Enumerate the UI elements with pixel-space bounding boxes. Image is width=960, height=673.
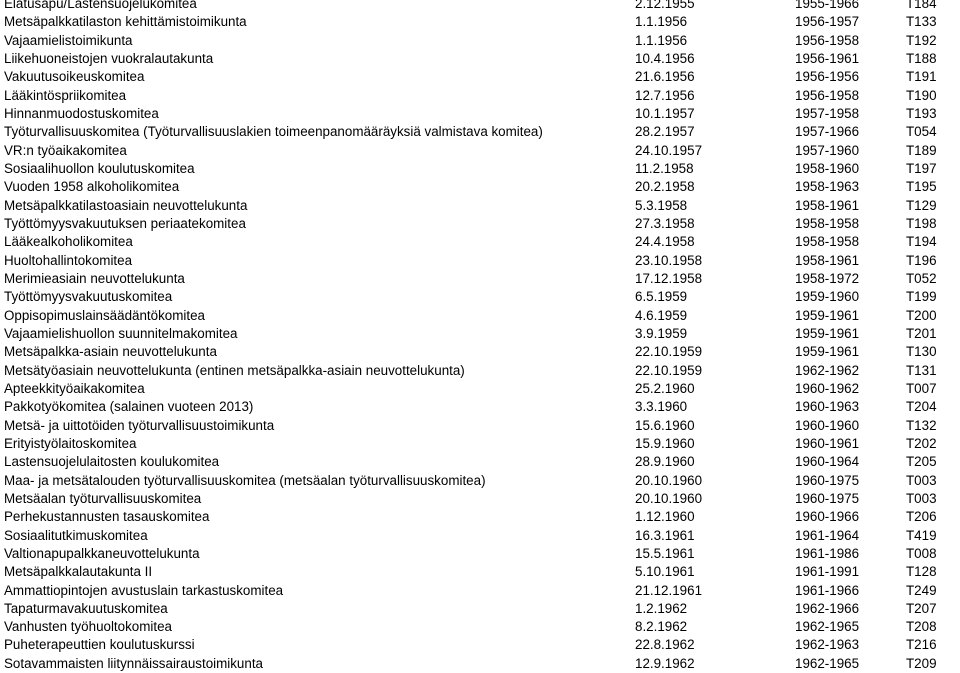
appointment-date-cell: 12.9.1962 [635,655,695,671]
appointment-date-cell: 23.10.1958 [635,252,703,268]
appointment-date-cell: 3.9.1959 [635,325,688,341]
appointment-date-cell: 15.5.1961 [635,545,695,561]
committee-name-cell: Vakuutusoikeuskomitea [4,69,145,85]
table-row [0,288,960,306]
archive-code-cell: T008 [906,545,937,561]
appointment-date-cell: 5.10.1961 [635,564,695,580]
active-period-cell: 1956-1958 [795,87,860,103]
active-period-cell: 1956-1958 [795,32,860,48]
table-row [0,636,960,654]
committee-name-cell: Metsä- ja uittotöiden työturvallisuustoimikunta [4,417,275,433]
archive-code-cell: T133 [906,14,937,30]
committee-name-cell: Vanhusten työhuoltokomitea [4,619,172,635]
appointment-date-cell: 15.9.1960 [635,435,695,451]
archive-code-cell: T198 [906,215,937,231]
active-period-cell: 1956-1956 [795,69,860,85]
active-period-cell: 1959-1961 [795,325,860,341]
committee-name-cell: Työttömyysvakuutuskomitea [4,289,173,305]
committee-name-cell: Huoltohallintokomitea [4,252,133,268]
committee-name-cell: Elatusapu/Lastensuojelukomitea [4,0,197,11]
archive-code-cell: T128 [906,564,937,580]
table-row [0,142,960,160]
appointment-date-cell: 15.6.1960 [635,417,695,433]
committee-name-cell: Hinnanmuodostuskomitea [4,105,159,121]
committee-name-cell: Metsäalan työturvallisuuskomitea [4,490,202,506]
committee-name-cell: Oppisopimuslainsäädäntökomitea [4,307,205,323]
archive-code-cell: T199 [906,289,937,305]
active-period-cell: 1960-1961 [795,435,860,451]
committee-name-cell: Työturvallisuuskomitea (Työturvallisuuslakien toimeenpanomääräyksiä valmistava komitea) [4,124,543,140]
appointment-date-cell: 5.3.1958 [635,197,688,213]
committee-name-cell: Sotavammaisten liitynnäissairaustoimikunta [4,655,263,671]
committee-name-cell: Merimieasiain neuvottelukunta [4,270,185,286]
archive-code-cell: T195 [906,179,937,195]
active-period-cell: 1960-1966 [795,509,860,525]
committee-name-cell: Vajaamielishuollon suunnitelmakomitea [4,325,238,341]
archive-code-cell: T196 [906,252,937,268]
table-row [0,527,960,545]
table-row [0,563,960,581]
committee-name-cell: Perhekustannusten tasauskomitea [4,509,210,525]
active-period-cell: 1960-1960 [795,417,860,433]
committee-name-cell: Metsäpalkkalautakunta II [4,564,153,580]
table-row [0,582,960,600]
active-period-cell: 1955-1966 [795,0,860,11]
appointment-date-cell: 20.2.1958 [635,179,695,195]
appointment-date-cell: 20.10.1960 [635,472,703,488]
appointment-date-cell: 24.10.1957 [635,142,703,158]
active-period-cell: 1957-1966 [795,124,860,140]
archive-code-cell: T200 [906,307,937,323]
committee-name-cell: Puheterapeuttien koulutuskurssi [4,637,195,653]
active-period-cell: 1960-1975 [795,472,860,488]
appointment-date-cell: 1.2.1962 [635,600,688,616]
committee-name-cell: Metsäpalkkatilaston kehittämistoimikunta [4,14,247,30]
appointment-date-cell: 17.12.1958 [635,270,703,286]
table-row [0,490,960,508]
table-row [0,178,960,196]
table-row [0,545,960,563]
active-period-cell: 1960-1963 [795,399,860,415]
active-period-cell: 1958-1958 [795,234,860,250]
appointment-date-cell: 1.1.1956 [635,14,688,30]
archive-code-cell: T003 [906,472,937,488]
archive-code-cell: T194 [906,234,937,250]
archive-code-cell: T003 [906,490,937,506]
archive-code-cell: T054 [906,124,937,140]
active-period-cell: 1962-1962 [795,362,860,378]
table-row [0,307,960,325]
table-row [0,123,960,141]
archive-code-cell: T190 [906,87,937,103]
table-row [0,13,960,31]
committee-name-cell: Metsäpalkka-asiain neuvottelukunta [4,344,217,360]
committee-name-cell: Työttömyysvakuutuksen periaatekomitea [4,215,246,231]
committee-name-cell: Vajaamielistoimikunta [4,32,133,48]
archive-code-cell: T192 [906,32,937,48]
committee-name-cell: Lastensuojelulaitosten koulukomitea [4,454,220,470]
archive-code-cell: T131 [906,362,937,378]
active-period-cell: 1959-1960 [795,289,860,305]
table-row [0,325,960,343]
table-row [0,618,960,636]
active-period-cell: 1957-1958 [795,105,860,121]
committee-name-cell: Maa- ja metsätalouden työturvallisuuskomitea (metsäalan työturvallisuuskomitea) [4,472,486,488]
active-period-cell: 1961-1964 [795,527,860,543]
archive-code-cell: T209 [906,655,937,671]
appointment-date-cell: 3.3.1960 [635,399,688,415]
appointment-date-cell: 2.12.1955 [635,0,695,11]
table-row [0,398,960,416]
committee-name-cell: Liikehuoneistojen vuokralautakunta [4,50,214,66]
committee-name-cell: VR:n työaikakomitea [4,142,127,158]
committee-name-cell: Metsätyöasiain neuvottelukunta (entinen metsäpalkka-asiain neuvottelukunta) [4,362,465,378]
table-row [0,453,960,471]
appointment-date-cell: 24.4.1958 [635,234,695,250]
table-row [0,655,960,673]
active-period-cell: 1958-1972 [795,270,860,286]
active-period-cell: 1959-1961 [795,344,860,360]
committee-name-cell: Valtionapupalkkaneuvottelukunta [4,545,200,561]
active-period-cell: 1960-1962 [795,380,860,396]
table-row [0,215,960,233]
active-period-cell: 1961-1986 [795,545,860,561]
committee-name-cell: Lääkintöspriikomitea [4,87,127,103]
appointment-date-cell: 10.4.1956 [635,50,695,66]
committee-name-cell: Sosiaalihuollon koulutuskomitea [4,160,195,176]
active-period-cell: 1956-1961 [795,50,860,66]
appointment-date-cell: 20.10.1960 [635,490,703,506]
appointment-date-cell: 22.10.1959 [635,344,703,360]
archive-code-cell: T129 [906,197,937,213]
committee-name-cell: Apteekkityöaikakomitea [4,380,145,396]
table-row [0,0,960,13]
active-period-cell: 1957-1960 [795,142,860,158]
table-row [0,472,960,490]
archive-code-cell: T201 [906,325,937,341]
appointment-date-cell: 21.6.1956 [635,69,695,85]
table-row [0,252,960,270]
active-period-cell: 1962-1966 [795,600,860,616]
table-row [0,32,960,50]
table-row [0,270,960,288]
archive-code-cell: T208 [906,619,937,635]
archive-code-cell: T197 [906,160,937,176]
committee-name-cell: Sosiaalitutkimuskomitea [4,527,148,543]
active-period-cell: 1958-1960 [795,160,860,176]
appointment-date-cell: 21.12.1961 [635,582,703,598]
committee-name-cell: Vuoden 1958 alkoholikomitea [4,179,180,195]
appointment-date-cell: 8.2.1962 [635,619,688,635]
active-period-cell: 1960-1975 [795,490,860,506]
appointment-date-cell: 27.3.1958 [635,215,695,231]
table-row [0,417,960,435]
active-period-cell: 1959-1961 [795,307,860,323]
committee-name-cell: Metsäpalkkatilastoasiain neuvottelukunta [4,197,248,213]
archive-code-cell: T207 [906,600,937,616]
appointment-date-cell: 22.10.1959 [635,362,703,378]
active-period-cell: 1962-1965 [795,655,860,671]
table-row [0,197,960,215]
table-row [0,68,960,86]
active-period-cell: 1958-1963 [795,179,860,195]
appointment-date-cell: 22.8.1962 [635,637,695,653]
table-row [0,380,960,398]
table-row [0,160,960,178]
appointment-date-cell: 4.6.1959 [635,307,688,323]
appointment-date-cell: 12.7.1956 [635,87,695,103]
table-row [0,105,960,123]
committee-name-cell: Erityistyölaitoskomitea [4,435,137,451]
archive-code-cell: T205 [906,454,937,470]
table-row [0,87,960,105]
appointment-date-cell: 1.1.1956 [635,32,688,48]
archive-code-cell: T188 [906,50,937,66]
appointment-date-cell: 6.5.1959 [635,289,688,305]
table-row [0,233,960,251]
active-period-cell: 1962-1965 [795,619,860,635]
archive-code-cell: T206 [906,509,937,525]
active-period-cell: 1958-1961 [795,252,860,268]
archive-code-cell: T202 [906,435,937,451]
archive-code-cell: T204 [906,399,937,415]
active-period-cell: 1960-1964 [795,454,860,470]
committee-name-cell: Ammattiopintojen avustuslain tarkastuskomitea [4,582,284,598]
archive-code-cell: T052 [906,270,937,286]
table-row [0,508,960,526]
active-period-cell: 1961-1991 [795,564,860,580]
committee-name-cell: Lääkealkoholikomitea [4,234,133,250]
table-row [0,435,960,453]
appointment-date-cell: 28.9.1960 [635,454,695,470]
active-period-cell: 1961-1966 [795,582,860,598]
archive-code-cell: T191 [906,69,937,85]
table-row [0,600,960,618]
appointment-date-cell: 16.3.1961 [635,527,695,543]
active-period-cell: 1962-1963 [795,637,860,653]
appointment-date-cell: 28.2.1957 [635,124,695,140]
appointment-date-cell: 11.2.1958 [635,160,694,176]
archive-code-cell: T132 [906,417,937,433]
appointment-date-cell: 10.1.1957 [635,105,695,121]
committee-name-cell: Tapaturmavakuutuskomitea [4,600,168,616]
appointment-date-cell: 25.2.1960 [635,380,695,396]
archive-code-cell: T007 [906,380,937,396]
table-row [0,343,960,361]
active-period-cell: 1958-1958 [795,215,860,231]
committee-name-cell: Pakkotyökomitea (salainen vuoteen 2013) [4,399,254,415]
archive-code-cell: T189 [906,142,937,158]
archive-code-cell: T184 [906,0,937,11]
table-row [0,50,960,68]
archive-code-cell: T216 [906,637,937,653]
active-period-cell: 1956-1957 [795,14,860,30]
appointment-date-cell: 1.12.1960 [635,509,695,525]
table-row [0,362,960,380]
archive-code-cell: T249 [906,582,937,598]
active-period-cell: 1958-1961 [795,197,860,213]
archive-code-cell: T130 [906,344,937,360]
archive-code-cell: T193 [906,105,937,121]
archive-code-cell: T419 [906,527,937,543]
